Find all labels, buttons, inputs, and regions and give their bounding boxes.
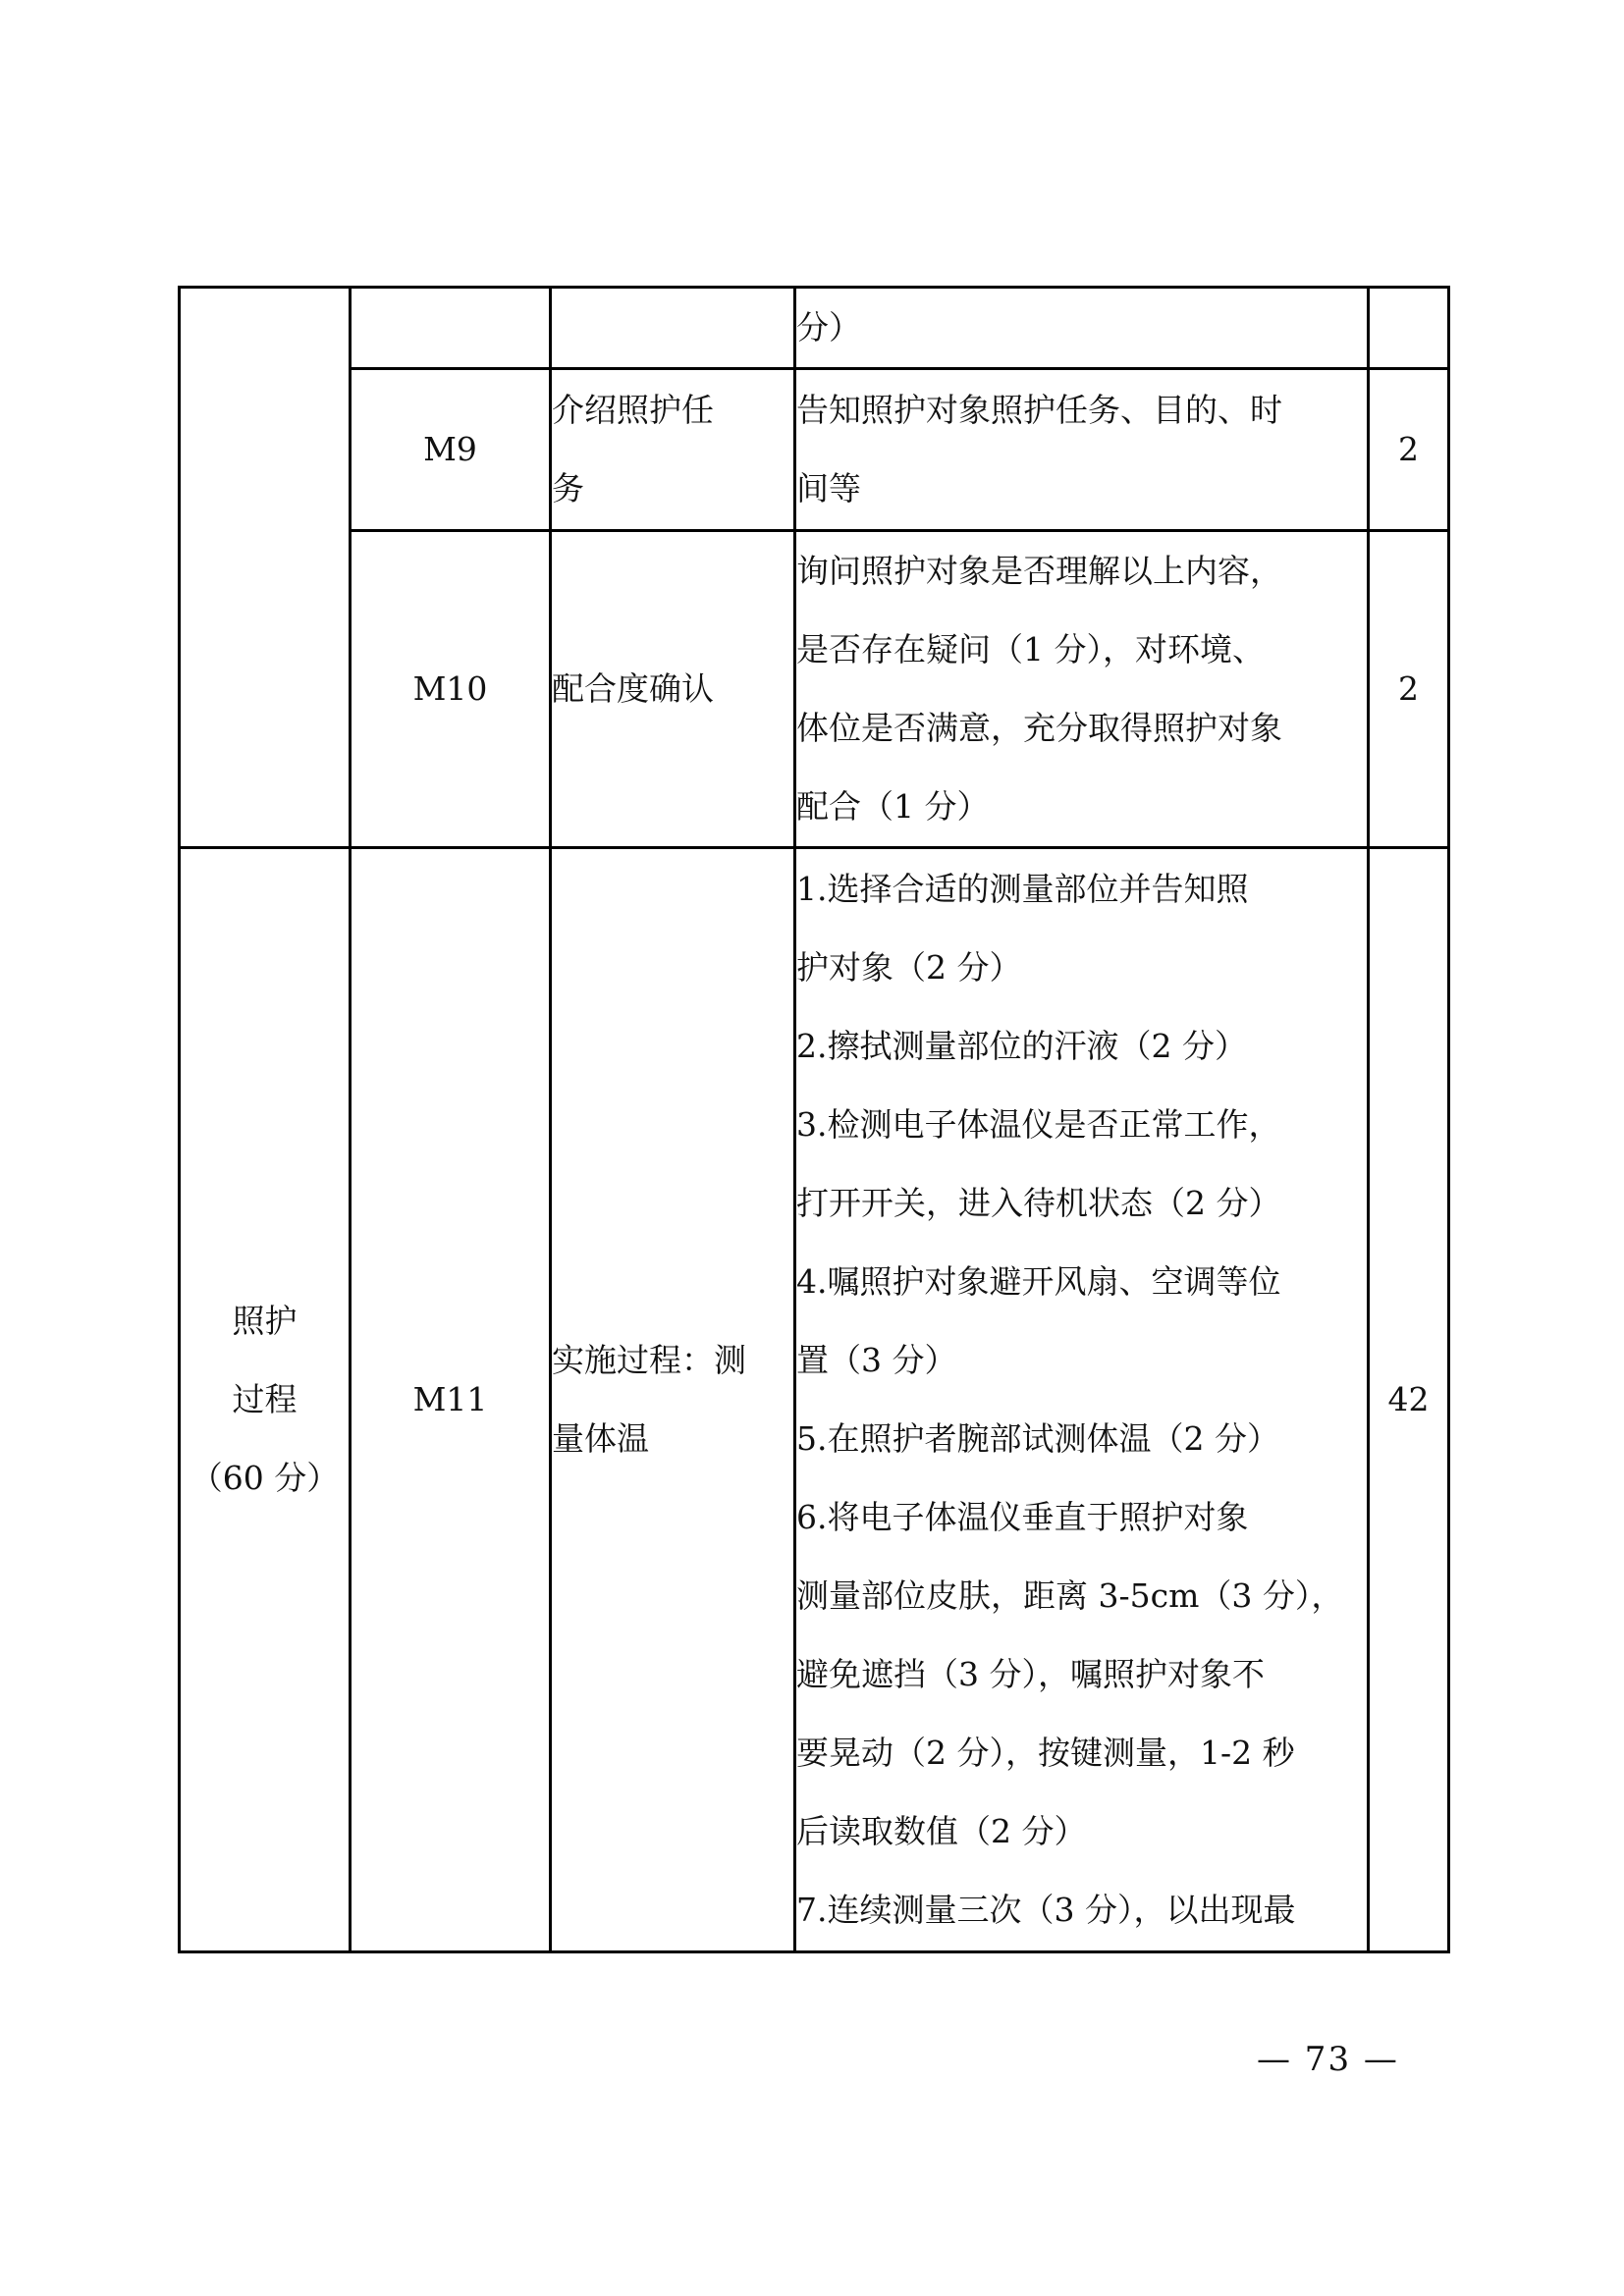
- content-line: 配合（1 分）: [796, 787, 990, 826]
- item-cell-empty: [551, 288, 795, 369]
- section-cell: [180, 848, 351, 1952]
- code-cell: M9: [351, 369, 551, 531]
- content-cell: [795, 848, 1369, 1952]
- item-cell: [551, 848, 795, 1952]
- item-line: 实施过程：测: [552, 1341, 746, 1379]
- table-row-m10: [180, 531, 1449, 848]
- content-cell: [795, 531, 1369, 848]
- content-line: 5.在照护者腕部试测体温（2 分）: [796, 1419, 1279, 1458]
- section-line: 过程: [232, 1380, 298, 1418]
- table-row-m9: [180, 369, 1449, 531]
- code-cell-empty: [351, 288, 551, 369]
- section-cell-empty: [180, 288, 351, 848]
- item-line: 配合度确认: [552, 669, 714, 708]
- item-line: 量体温: [552, 1419, 649, 1458]
- item-cell: [551, 369, 795, 531]
- scoring-table: [178, 286, 1450, 1953]
- score-cell: 2: [1369, 531, 1449, 848]
- content-line: 置（3 分）: [796, 1341, 957, 1379]
- content-line: 分）: [796, 308, 861, 347]
- section-line: （60 分）: [189, 1459, 340, 1497]
- code-cell: M10: [351, 531, 551, 848]
- content-line: 7.连续测量三次（3 分），以出现最: [796, 1891, 1296, 1929]
- content-line: 6.将电子体温仪垂直于照护对象: [796, 1498, 1249, 1536]
- content-line: 测量部位皮肤，距离 3-5cm（3 分），: [796, 1576, 1344, 1615]
- code-cell: M11: [351, 848, 551, 1952]
- content-line: 4.嘱照护对象避开风扇、空调等位: [796, 1262, 1281, 1301]
- content-line: 要晃动（2 分），按键测量，1-2 秒: [796, 1734, 1295, 1772]
- content-line: 打开开关，进入待机状态（2 分）: [796, 1184, 1281, 1222]
- content-line: 是否存在疑问（1 分），对环境、: [796, 630, 1265, 668]
- content-line: 护对象（2 分）: [796, 948, 1022, 987]
- content-line: 告知照护对象照护任务、目的、时: [796, 391, 1282, 429]
- content-line: 1.选择合适的测量部位并告知照: [796, 870, 1249, 908]
- content-cell: [795, 369, 1369, 531]
- content-cell: [795, 288, 1369, 369]
- content-line: 避免遮挡（3 分），嘱照护对象不: [796, 1655, 1265, 1693]
- content-line: 体位是否满意，充分取得照护对象: [796, 709, 1282, 747]
- content-line: 询问照护对象是否理解以上内容，: [796, 552, 1282, 590]
- score-cell-empty: [1369, 288, 1449, 369]
- table-row-m11: [180, 848, 1449, 1952]
- item-line: 务: [552, 469, 584, 507]
- content-line: 2.擦拭测量部位的汗液（2 分）: [796, 1027, 1247, 1065]
- score-cell: 42: [1369, 848, 1449, 1952]
- table-row-continued: [180, 288, 1449, 369]
- item-line: 介绍照护任: [552, 391, 714, 429]
- page-number: — 73 —: [1257, 2040, 1399, 2079]
- item-cell: [551, 531, 795, 848]
- section-line: 照护: [232, 1302, 298, 1340]
- content-line: 间等: [796, 469, 861, 507]
- score-cell: 2: [1369, 369, 1449, 531]
- content-line: 后读取数值（2 分）: [796, 1812, 1087, 1850]
- content-line: 3.检测电子体温仪是否正常工作，: [796, 1105, 1281, 1144]
